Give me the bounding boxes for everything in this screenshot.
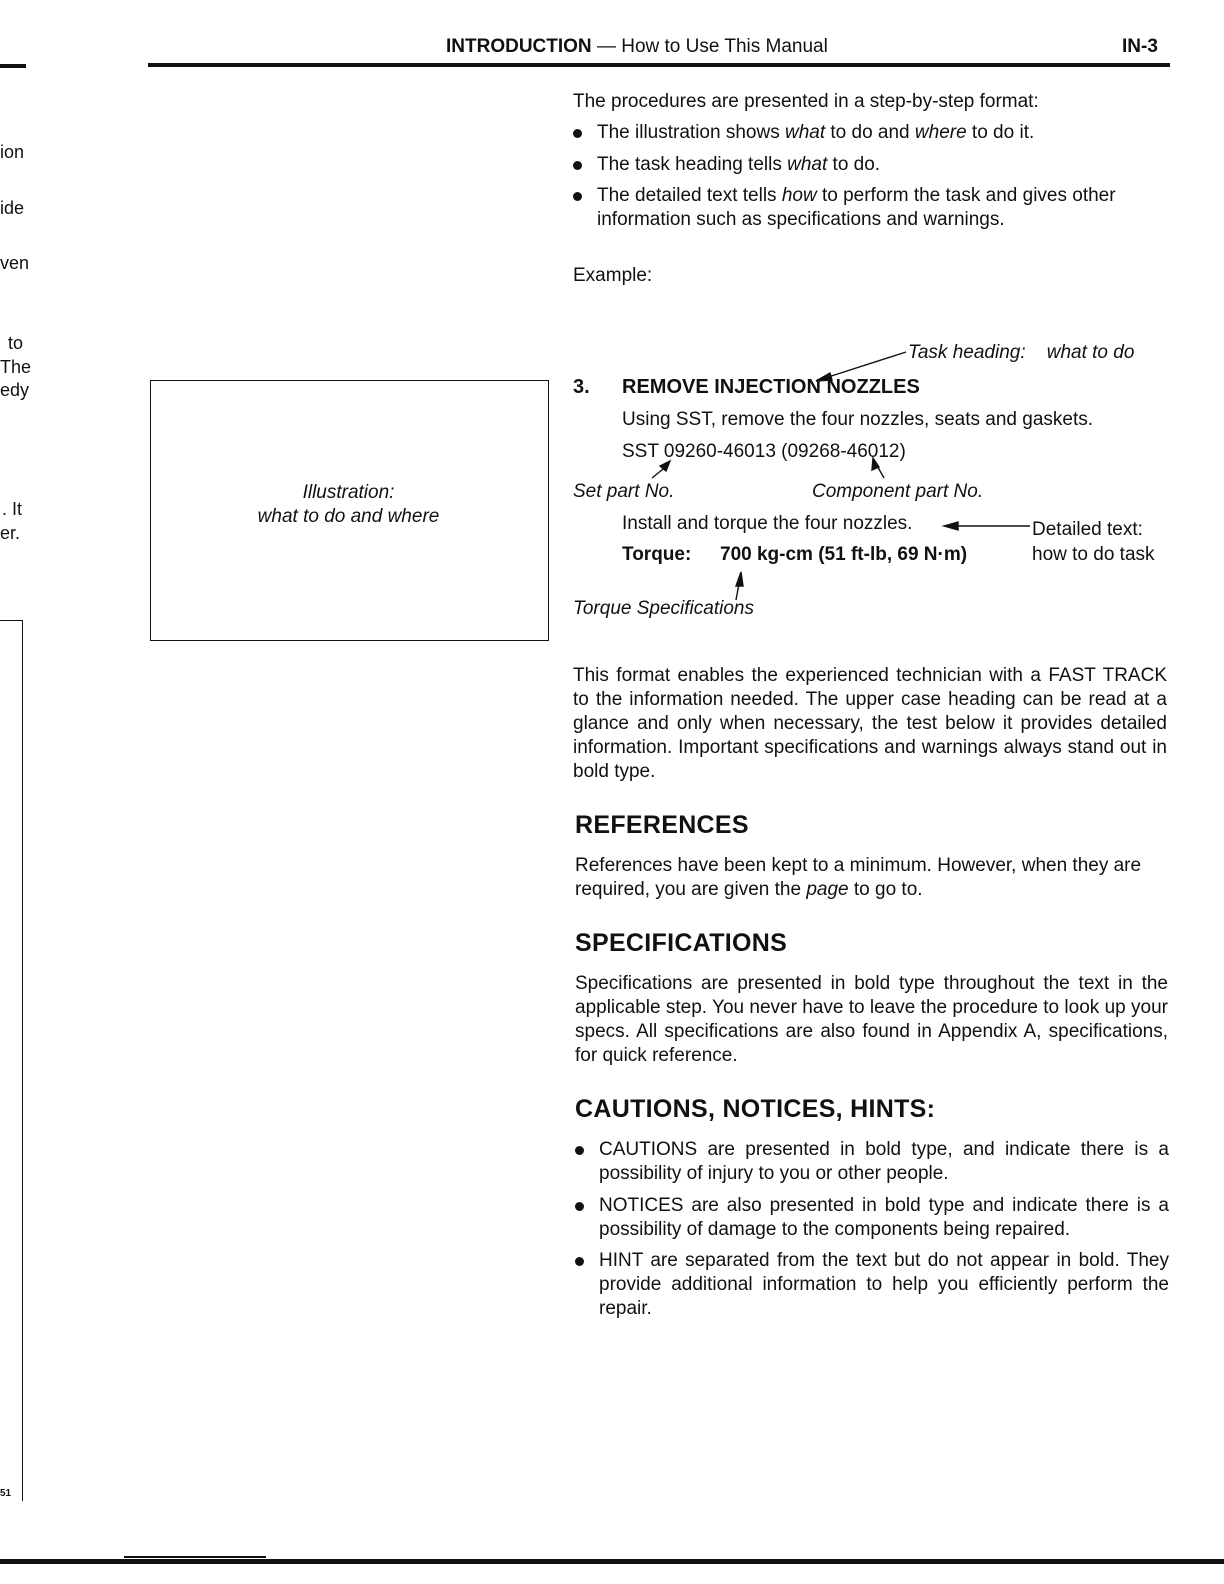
margin-fragment: ion	[0, 142, 25, 162]
references-heading: REFERENCES	[575, 811, 749, 839]
bullet-text: HINT are separated from the text but do not appear in bold. They provide additional information to help you efficiently perform the repair.	[599, 1250, 1169, 1319]
bottom-short-rule	[124, 1556, 266, 1558]
header-section: INTRODUCTION	[446, 36, 592, 57]
illustration-caption-line2: what to do and where	[257, 506, 440, 527]
torque-spec-annotation: Torque Specifications	[573, 598, 754, 619]
bottom-rule	[0, 1559, 1224, 1564]
page-number: IN-3	[1122, 36, 1158, 57]
bullet-text: CAUTIONS are presented in bold type, and indicate there is a possibility of injury to you or other people.	[599, 1139, 1169, 1184]
text-run: how	[781, 185, 817, 206]
text-run: what	[784, 122, 826, 143]
margin-fragment: 51	[0, 1488, 12, 1499]
margin-fragment: ide	[0, 198, 25, 218]
intro-lead: The procedures are presented in a step-by-step format:	[573, 91, 1039, 112]
text-run: where	[914, 122, 967, 143]
margin-fragment: . It	[2, 499, 23, 519]
set-part-annotation: Set part No.	[573, 481, 675, 502]
step-line-3: Install and torque the four nozzles.	[622, 513, 913, 534]
arrow-head	[736, 572, 743, 586]
text-run: to do.	[827, 154, 881, 175]
format-paragraph: This format enables the experienced technician with a FAST TRACK to the information needed. The upper case heading can be read at a glance and only when necessary, the test below it provides detailed information. Important specifications and warnings always stand out in bold type.	[573, 665, 1167, 782]
detailed-text-annotation-2: how to do task	[1032, 544, 1155, 565]
bullet-dot	[575, 1257, 584, 1266]
arrow-head	[944, 522, 958, 530]
text-run: The illustration shows	[597, 122, 785, 143]
bullet-dot	[575, 1202, 584, 1211]
step-title: REMOVE INJECTION NOZZLES	[622, 376, 920, 398]
torque-value: 700 kg-cm (51 ft-lb, 69 N·m)	[720, 544, 968, 565]
detailed-text-annotation-1: Detailed text:	[1032, 519, 1143, 540]
margin-fragment: edy	[0, 380, 30, 400]
text-run: to do and	[825, 122, 915, 143]
adjacent-page-frame	[0, 620, 23, 1501]
text-run: page	[806, 879, 849, 900]
text-run: what	[787, 154, 828, 175]
bullet-dot	[575, 1146, 584, 1155]
text-run: The task heading tells	[597, 154, 788, 175]
task-heading-arrow-line	[822, 352, 906, 379]
references-text	[575, 854, 1169, 902]
illustration-caption-line1: Illustration:	[302, 482, 395, 503]
margin-fragment: to	[8, 333, 24, 353]
component-part-annotation: Component part No.	[812, 481, 984, 502]
margin-fragment: er.	[0, 523, 21, 543]
margin-fragment: The	[0, 357, 32, 377]
text-run: The detailed text tells	[597, 185, 782, 206]
specifications-text: Specifications are presented in bold type throughout the text in the applicable step. You never have to leave the procedure to look up your specs. All specifications are also found in Appendix A, specifications, for quick reference.	[575, 973, 1168, 1066]
text-run: to perform the task and gives other information such as specifications and warnings.	[597, 185, 1116, 230]
torque-label: Torque:	[622, 544, 692, 565]
text-run: to do it.	[966, 122, 1035, 143]
step-number: 3.	[573, 376, 590, 398]
text-run: References have been kept to a minimum. However, when they are required, you are given the	[575, 855, 1142, 900]
text-run: what to do	[1046, 342, 1135, 363]
text-run: to go to.	[848, 879, 923, 900]
text-run: Task heading:	[908, 342, 1026, 363]
specifications-heading: SPECIFICATIONS	[575, 929, 788, 957]
header-subtitle: — How to Use This Manual	[596, 36, 828, 57]
sst-line: SST 09260-46013 (09268-46012)	[622, 441, 906, 462]
example-label: Example:	[573, 265, 653, 286]
step-line-1: Using SST, remove the four nozzles, seats and gaskets.	[622, 409, 1094, 430]
margin-fragment: ven	[0, 253, 30, 273]
bullet-text: NOTICES are also presented in bold type and indicate there is a possibility of damage to the components being repaired.	[599, 1195, 1169, 1240]
annotation-arrows	[0, 0, 1224, 700]
cautions-heading: CAUTIONS, NOTICES, HINTS:	[575, 1095, 936, 1123]
